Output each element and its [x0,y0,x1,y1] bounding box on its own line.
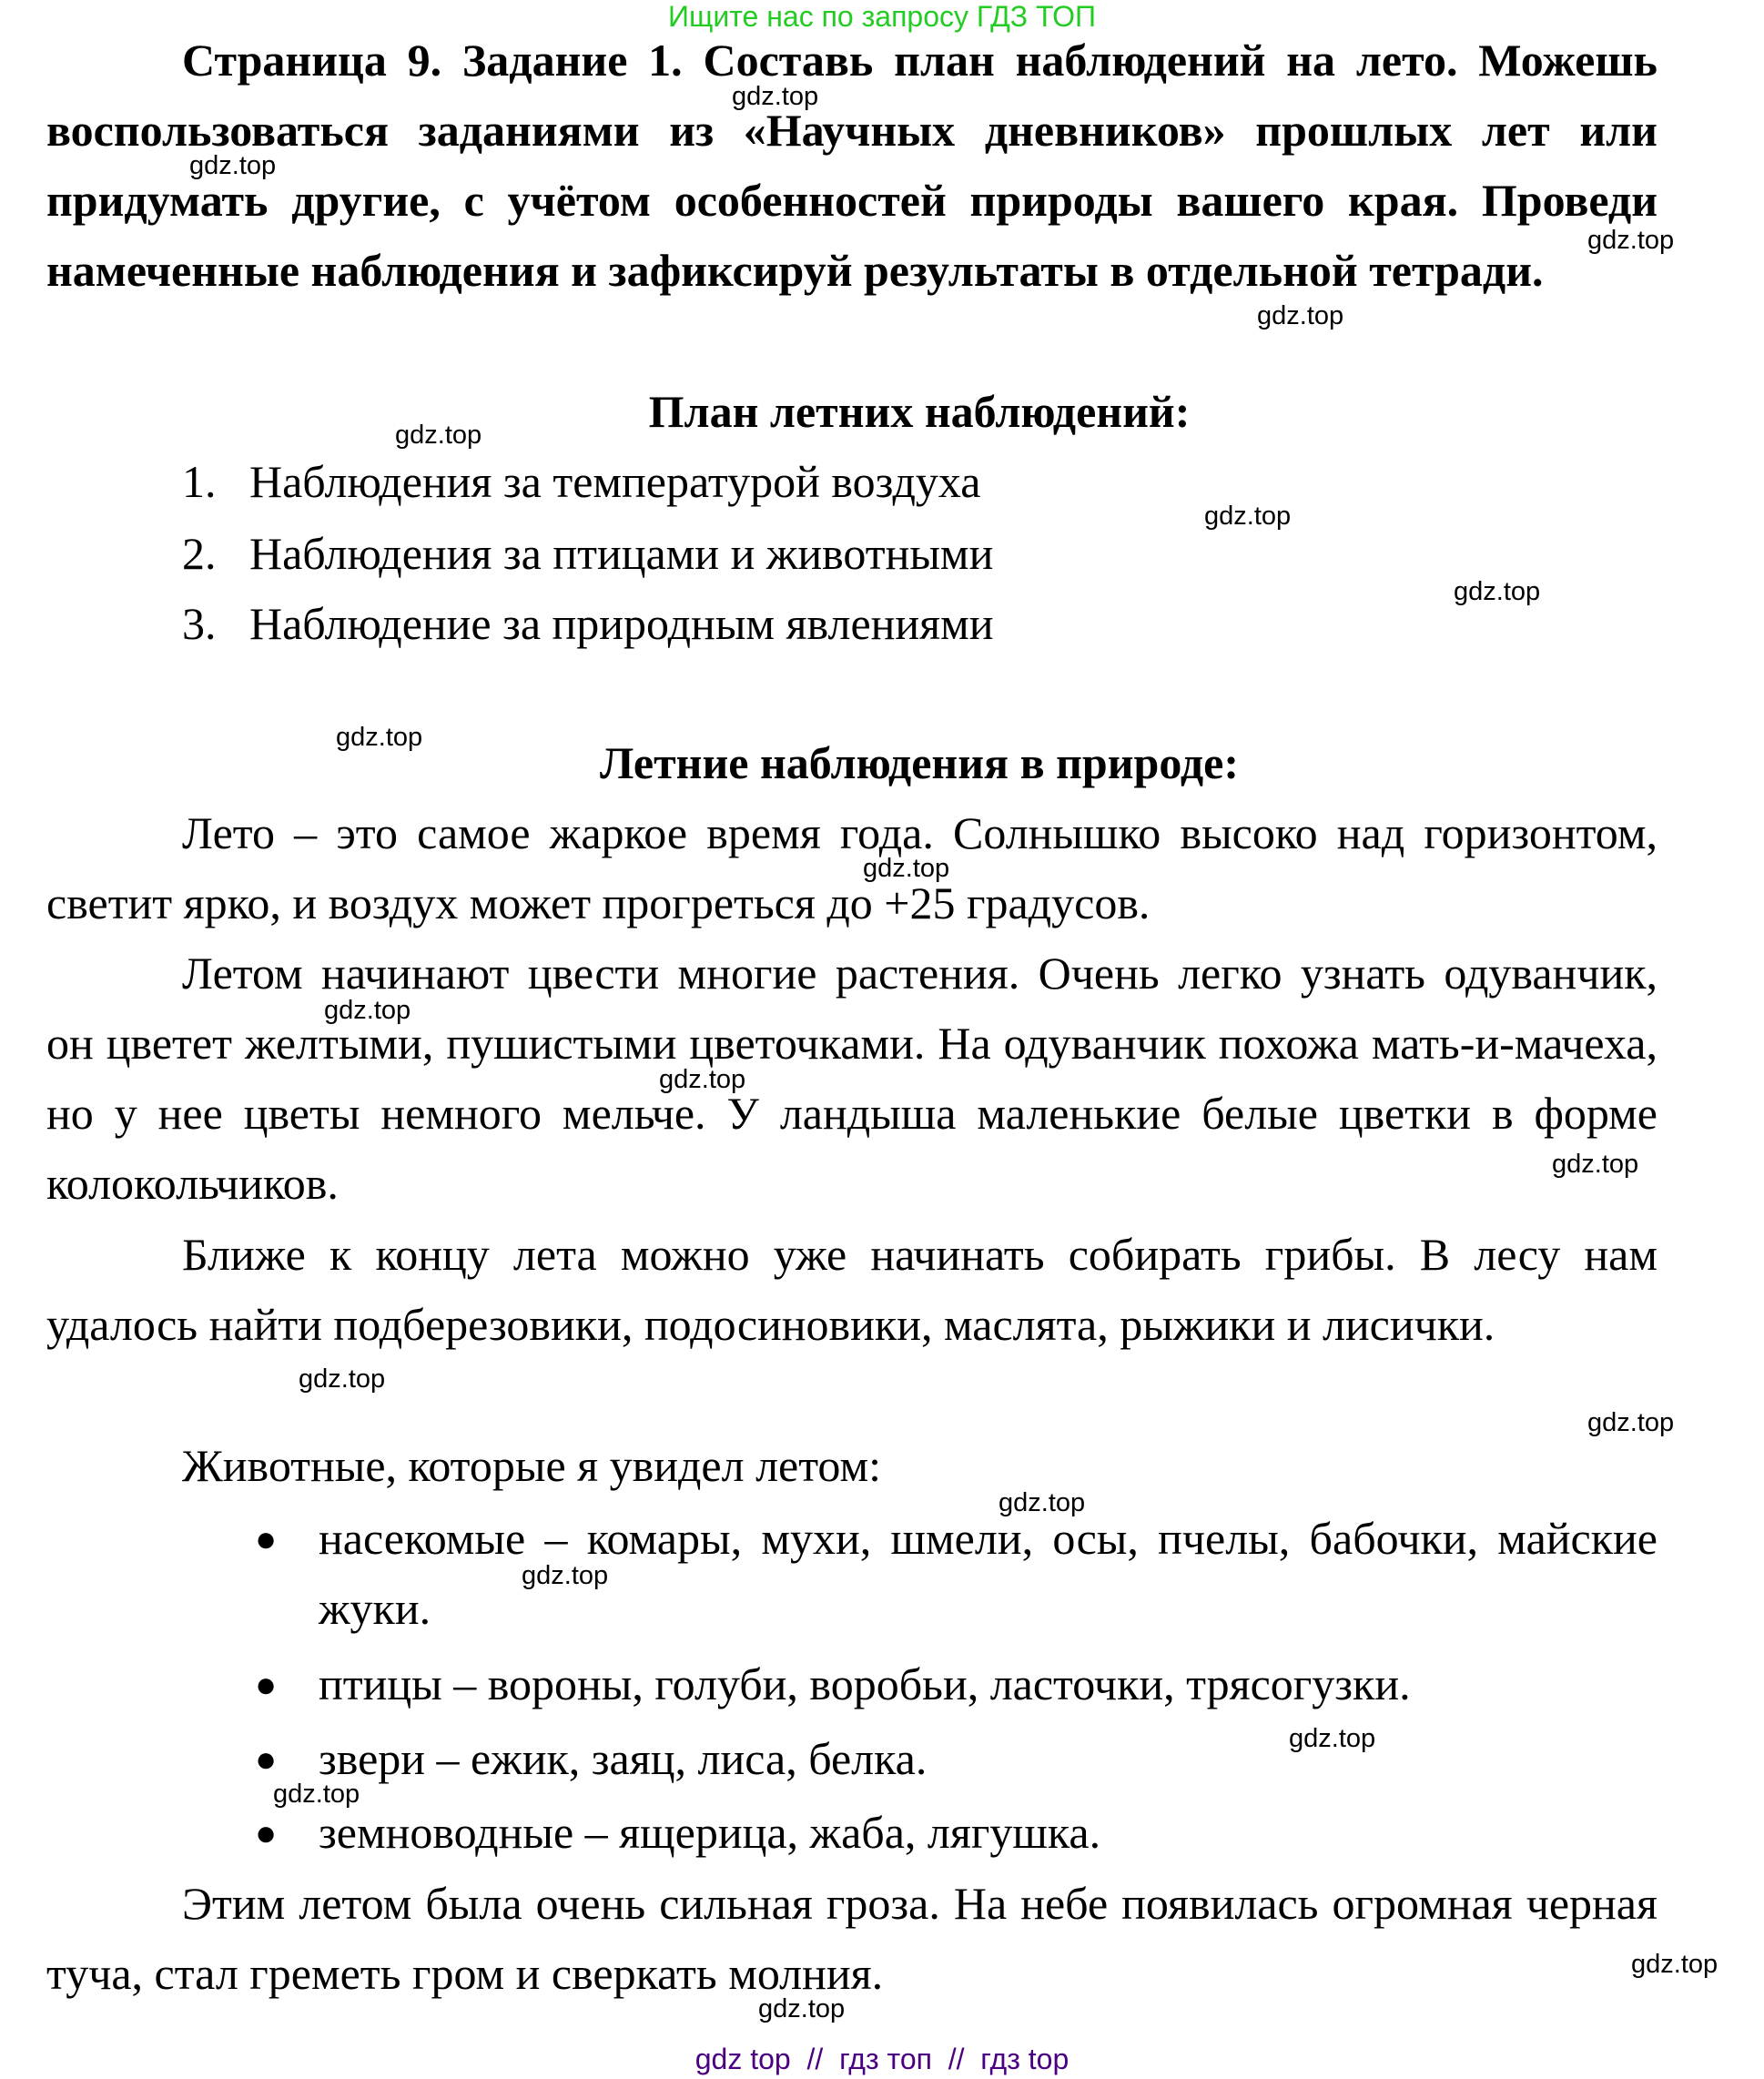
task-text: Страница 9. Задание 1. Составь план наблюдений на лето. Можешь воспользоваться заданиями из «Научных дневников» прошлых лет или придумать другие, с учётом особенностей природы вашего края. Проведи намеченные наблюдения и зафиксируй результаты в отдельной тетради. [46,35,1658,296]
plan-item: Наблюдения за температурой воздуха [249,456,981,507]
watermark: gdz.top [732,82,819,111]
observations-title: Летние наблюдения в природе: [599,737,1240,788]
animal-item: птицы – вороны, голуби, воробьи, ласточки, трясогузки. [319,1658,1411,1709]
watermark: gdz.top [1552,1150,1639,1179]
watermark: gdz.top [299,1364,386,1394]
plan-item-number: 3. [182,598,217,649]
watermark: gdz.top [1289,1724,1376,1753]
plan-item-number: 1. [182,456,217,507]
plan-item: Наблюдения за птицами и животными [249,528,994,579]
watermark: gdz.top [189,151,277,180]
watermark: gdz.top [659,1065,746,1094]
animal-item: насекомые – комары, мухи, шмели, осы, пчелы, бабочки, майские жуки. [319,1513,1658,1634]
watermark: gdz.top [336,723,423,752]
watermark: gdz.top [1454,577,1541,606]
watermark: gdz.top [1587,226,1675,255]
bullet-icon: ● [255,1812,278,1853]
watermark: gdz.top [522,1561,609,1590]
animal-item: земноводные – ящерица, жаба, лягушка. [319,1807,1101,1858]
plan-item-number: 2. [182,528,217,579]
watermark: gdz.top [324,996,411,1025]
watermark: gdz.top [758,1994,846,2023]
watermark: gdz.top [999,1488,1086,1517]
footer-links[interactable]: gdz top // гдз топ // гдз top [694,2043,1070,2075]
search-banner: Ищите нас по запросу ГДЗ ТОП [668,0,1096,33]
watermark: gdz.top [863,854,950,883]
watermark: gdz.top [273,1780,360,1809]
watermark: gdz.top [395,421,482,450]
watermark: gdz.top [1257,301,1344,330]
animals-intro: Животные, которые я увидел летом: [182,1440,881,1491]
plan-item: Наблюдение за природным явлениями [249,598,994,649]
plan-title: План летних наблюдений: [648,386,1191,437]
watermark: gdz.top [1631,1950,1718,1979]
animal-item: звери – ежик, заяц, лиса, белка. [319,1733,928,1784]
paragraph-mushrooms: Ближе к концу лета можно уже начинать собирать грибы. В лесу нам удалось найти подберезовики, подосиновики, маслята, рыжики и лисички. [46,1229,1658,1350]
bullet-icon: ● [255,1664,278,1705]
paragraph-plants: Летом начинают цвести многие растения. Очень легко узнать одуванчик, он цветет желтыми, пушистыми цветочками. На одуванчик похожа мать-и-мачеха, но у нее цветы немного мельче. У ландыша маленькие белые цветки в форме колокольчиков. [46,948,1658,1209]
bullet-icon: ● [255,1739,278,1780]
paragraph-summer: Лето – это самое жаркое время года. Солнышко высоко над горизонтом, светит ярко, и воздух может прогреться до +25 градусов. [46,807,1658,928]
watermark: gdz.top [1204,502,1292,531]
paragraph-storm: Этим летом была очень сильная гроза. На небе появилась огромная черная туча, стал греметь гром и сверкать молния. [46,1878,1658,1999]
bullet-icon: ● [255,1518,278,1559]
watermark: gdz.top [1587,1408,1675,1437]
